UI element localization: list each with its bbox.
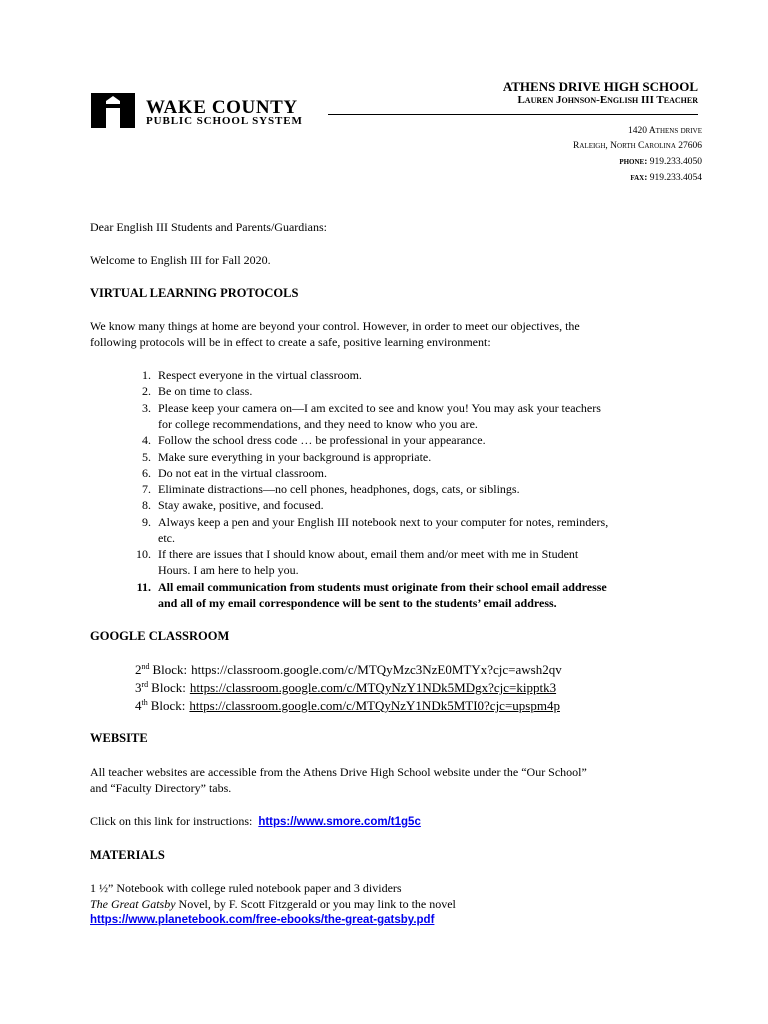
protocol-item-text: Please keep your camera on—I am excited to see and know you! You may ask your teachers	[158, 400, 601, 415]
protocol-number: 11.	[136, 579, 151, 594]
fax-label: fax:	[630, 173, 648, 183]
protocol-number: 7.	[142, 482, 151, 497]
protocol-item-text: for college recommendations, and they need to know who you are.	[158, 416, 478, 431]
protocols-intro-line1: We know many things at home are beyond your control. However, in order to meet our objectives, the	[90, 319, 580, 333]
block-label: Block:	[152, 662, 188, 677]
protocol-number: 6.	[142, 465, 151, 480]
protocols-intro-line2: following protocols will be in effect to create a safe, positive learning environment:	[90, 335, 491, 349]
instructions-text: Click on this link for instructions:	[90, 814, 253, 828]
classroom-heading: GOOGLE CLASSROOM	[90, 629, 230, 643]
block-label: Block:	[150, 698, 186, 713]
protocol-item-text: Hours. I am here to help you.	[158, 563, 299, 578]
protocol-number: 2.	[142, 384, 151, 399]
fax-value: 919.233.4054	[649, 173, 702, 183]
block-ordinal: 4	[135, 698, 142, 713]
novel-description: Novel, by F. Scott Fitzgerald or you may link to the novel	[175, 897, 456, 911]
protocol-item-text: If there are issues that I should know about, email them and/or meet with me in Student	[158, 547, 579, 562]
materials-novel-line	[90, 896, 456, 912]
block-label: Block:	[151, 680, 186, 695]
fax-line	[630, 174, 702, 184]
school-name: ATHENS DRIVE HIGH SCHOOL	[502, 79, 698, 94]
protocol-item-text: All email communication from students must originate from their school email addresse	[158, 579, 607, 594]
protocol-number: 1.	[142, 368, 151, 382]
phone-line	[619, 158, 702, 168]
novel-link-line	[90, 911, 434, 928]
logo-subtitle: PUBLIC SCHOOL SYSTEM	[146, 115, 303, 127]
protocol-item-text: Stay awake, positive, and focused.	[158, 498, 324, 513]
protocol-item-text: Be on time to class.	[158, 384, 253, 399]
protocol-number: 4.	[142, 433, 151, 448]
protocol-item-text: and all of my email correspondence will be sent to the students’ email address.	[158, 595, 557, 610]
letterhead-divider	[328, 114, 698, 115]
classroom-block-row	[135, 697, 560, 714]
website-heading: WEBSITE	[90, 731, 148, 745]
address-street: 1420 Athens drive	[627, 126, 702, 136]
classroom-block-row	[135, 661, 562, 678]
block-ordinal-suffix: rd	[141, 680, 149, 689]
protocols-heading: VIRTUAL LEARNING PROTOCOLS	[90, 286, 299, 300]
classroom-link[interactable]: https://classroom.google.com/c/MTQyNzY1NDk5MTI0?cjc=upspm4p	[189, 698, 560, 713]
instructions-line	[90, 813, 421, 830]
protocol-item-text: etc.	[158, 530, 175, 545]
teacher-line: Lauren Johnson-English III Teacher	[517, 94, 698, 106]
protocol-number: 3.	[142, 400, 151, 415]
protocol-item-text: Do not eat in the virtual classroom.	[158, 465, 327, 480]
protocol-number: 9.	[142, 514, 151, 529]
block-ordinal-suffix: th	[141, 698, 148, 707]
classroom-block-row	[135, 679, 556, 696]
novel-title: The Great Gatsby	[90, 897, 176, 911]
protocol-item-text: Follow the school dress code … be professional in your appearance.	[158, 433, 486, 448]
block-ordinal: 3	[135, 680, 142, 695]
protocol-item-text: Eliminate distractions—no cell phones, headphones, dogs, cats, or siblings.	[158, 482, 520, 497]
protocol-number: 5.	[142, 449, 151, 464]
materials-heading: MATERIALS	[90, 848, 165, 862]
website-line2: and “Faculty Directory” tabs.	[90, 781, 232, 795]
smore-instructions-link[interactable]: https://www.smore.com/t1g5c	[258, 816, 421, 828]
phone-value: 919.233.4050	[649, 157, 702, 167]
address-city: Raleigh, North Carolina 27606	[573, 141, 702, 151]
phone-label: phone:	[619, 157, 648, 167]
salutation: Dear English III Students and Parents/Guardians:	[90, 220, 327, 234]
gatsby-novel-link[interactable]: https://www.planetebook.com/free-ebooks/the-great-gatsby.pdf	[90, 914, 435, 926]
wcpss-logo-icon	[91, 93, 135, 128]
classroom-link[interactable]: https://classroom.google.com/c/MTQyNzY1NDk5MDgx?cjc=kipptk3	[189, 680, 557, 695]
protocol-item-text: Make sure everything in your background is appropriate.	[158, 449, 432, 464]
protocol-number: 8.	[142, 498, 151, 513]
classroom-link[interactable]: https://classroom.google.com/c/MTQyMzc3NzE0MTYx?cjc=awsh2qv	[191, 662, 562, 677]
logo-wordmark: WAKE COUNTY	[146, 97, 298, 118]
materials-notebook-line: 1 ½” Notebook with college ruled notebook paper and 3 dividers	[90, 881, 402, 895]
block-ordinal-suffix: nd	[141, 662, 150, 671]
protocol-number: 10.	[136, 547, 151, 562]
protocol-item-text: Always keep a pen and your English III notebook next to your computer for notes, reminders,	[158, 514, 609, 529]
block-ordinal: 2	[135, 662, 142, 677]
welcome-line: Welcome to English III for Fall 2020.	[90, 253, 271, 267]
protocol-item-text: Respect everyone in the virtual classroom.	[158, 368, 362, 382]
website-line1: All teacher websites are accessible from the Athens Drive High School website under the “Our School”	[90, 765, 587, 779]
